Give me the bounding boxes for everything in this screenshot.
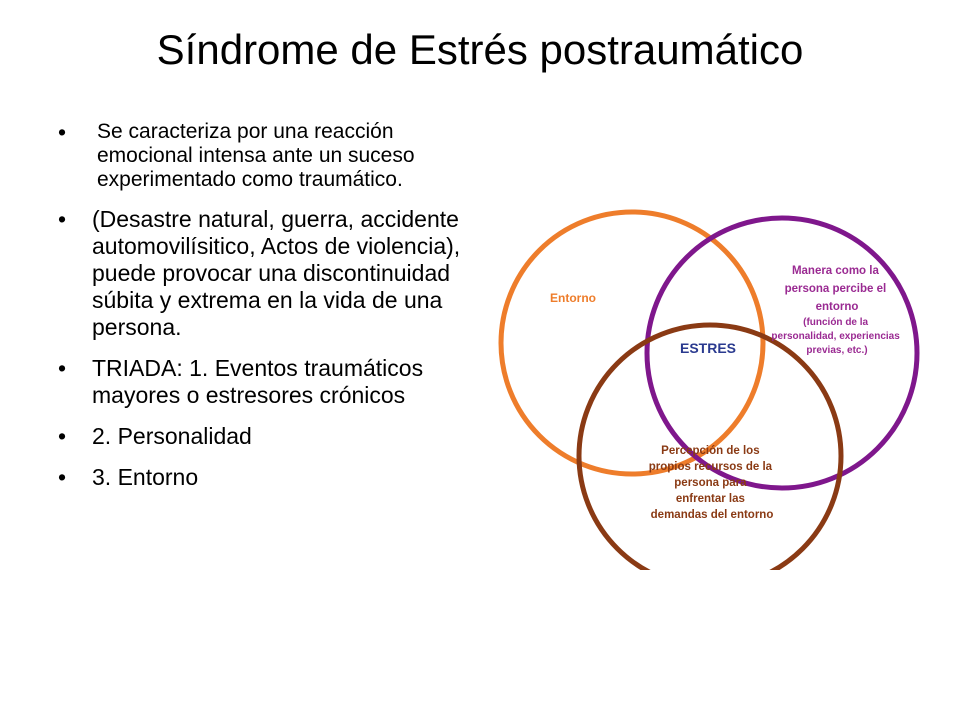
purple-label <box>785 265 890 313</box>
purple-sublabel-line: personalidad, experiencias <box>771 331 900 342</box>
bullet-list <box>50 120 480 505</box>
purple-label-line: entorno <box>815 301 859 313</box>
bullet-text: (Desastre natural, guerra, accidente automovilísitico, Actos de violencia), puede provocar una discontinuidad súbita y extrema en la vida de una persona. <box>92 206 461 340</box>
bullet-text: TRIADA: 1. Eventos traumáticos mayores o estresores crónicos <box>92 355 424 408</box>
brown-label-line: persona para <box>674 477 747 489</box>
bullet-text: 2. Personalidad <box>92 423 252 449</box>
estres-label: ESTRES <box>679 340 737 356</box>
bullet-dot-icon: • <box>58 423 67 449</box>
bullet-item <box>50 206 480 341</box>
bullet-item <box>50 423 480 450</box>
bullet-dot-icon: • <box>58 464 67 490</box>
venn-diagram <box>482 208 960 570</box>
slide-title: Síndrome de Estrés postraumático <box>156 26 804 73</box>
bullet-dot-icon: • <box>58 119 67 145</box>
bullet-item <box>50 355 480 409</box>
purple-label-line: Manera como la <box>791 265 879 277</box>
brown-label-line: propios recursos de la <box>648 461 773 473</box>
purple-label-line: persona percibe el <box>784 283 887 295</box>
bullet-item <box>50 120 480 192</box>
purple-sublabel-line: (función de la <box>803 317 869 328</box>
bullet-item <box>50 464 480 491</box>
entorno-label: Entorno <box>550 291 596 305</box>
brown-label-line: enfrentar las <box>675 493 745 505</box>
bullet-dot-icon: • <box>58 355 67 381</box>
brown-label-line: Percepción de los <box>661 445 760 457</box>
brown-label-line: demandas del entorno <box>650 509 774 521</box>
purple-sublabel-line: previas, etc.) <box>806 345 868 356</box>
bullet-dot-icon: • <box>58 206 67 232</box>
bullet-text: 3. Entorno <box>92 464 199 490</box>
bullet-text: Se caracteriza por una reacción emocional intensa ante un suceso experimentado como traumático. <box>97 120 415 191</box>
